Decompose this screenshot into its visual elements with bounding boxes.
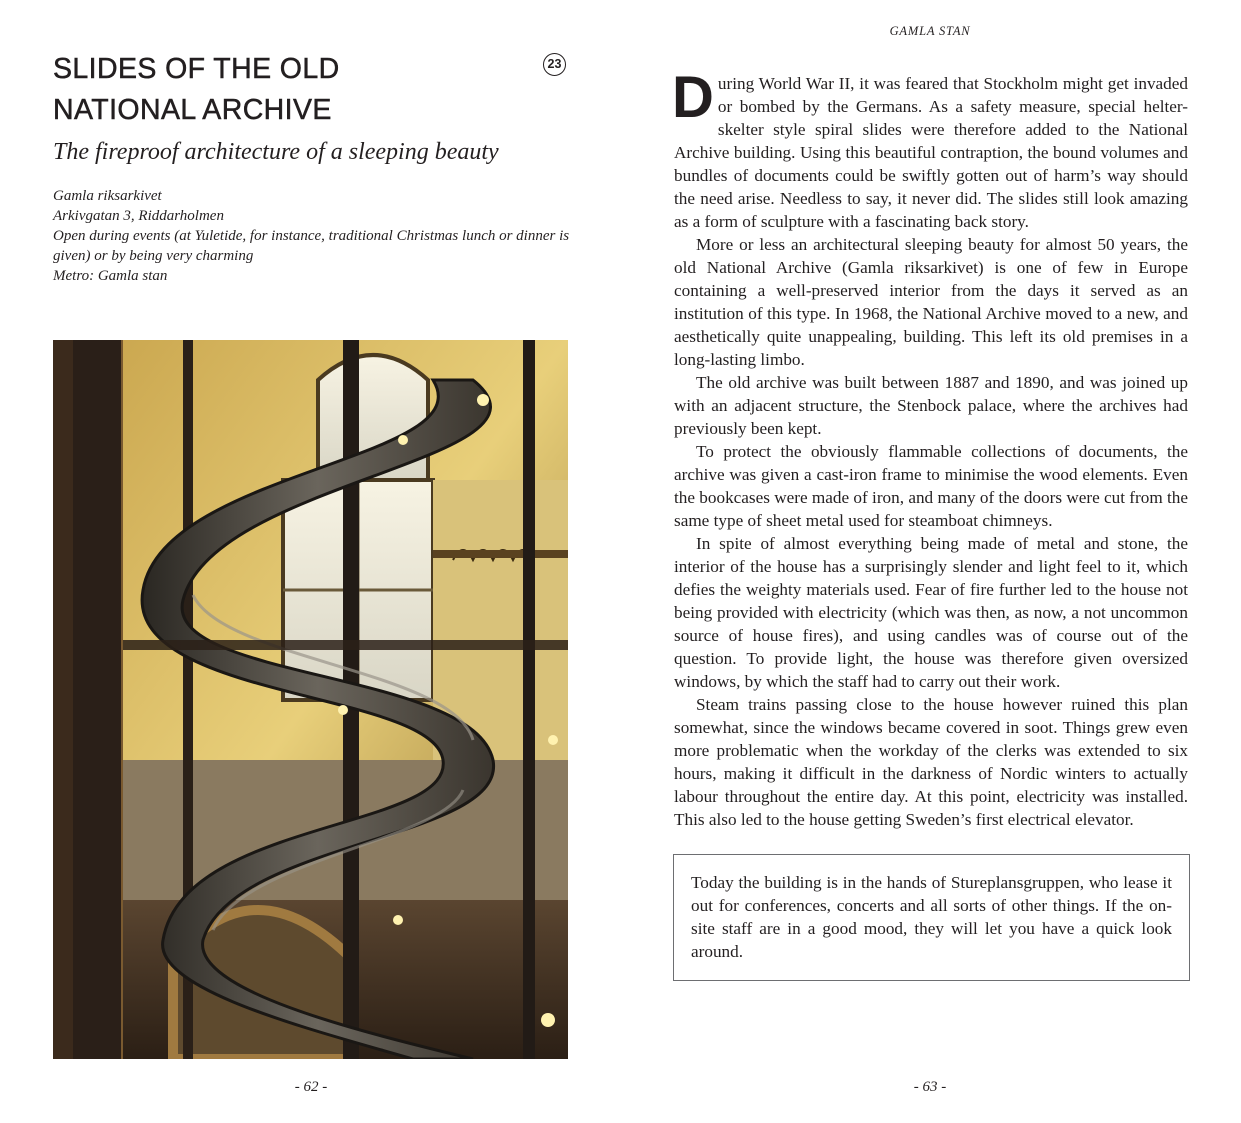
right-page [620, 0, 1241, 1123]
info-place-name: Gamla riksarkivet [53, 188, 162, 204]
paragraph-5: In spite of almost everything being made of metal and stone, the interior of the house has a surprisingly slender and light feel to it, which defies the weighty materials used. Fear of fire further led to the house not being provided with electricity (which was then, as now, a not uncommon source of house fires), and using candles was of course out of the question. To provide light, the house was therefore given oversized windows, by which the staff had to carry out their work. [674, 534, 1188, 691]
location-info [53, 186, 573, 286]
drop-cap: D [672, 65, 714, 130]
title-line-1: SLIDES OF THE OLD [53, 53, 340, 85]
right-page-number: - 63 - [913, 1079, 947, 1095]
entry-subtitle: The fireproof architecture of a sleeping beauty [53, 139, 499, 165]
left-page [0, 0, 620, 1123]
info-metro: Metro: Gamla stan [53, 268, 168, 284]
info-box: Today the building is in the hands of Stureplansgruppen, who lease it out for conferences, concerts and all sorts of other things. If the on-site staff are in a good mood, they will let you have a quick look around. [673, 854, 1190, 981]
spiral-slide-illustration [53, 340, 568, 1059]
spiral-slide-photo [53, 340, 568, 1059]
article-body [672, 65, 1189, 831]
paragraph-4: To protect the obviously flammable collections of documents, the archive was given a cast-iron frame to minimise the wood elements. Even the bookcases were made of iron, and many of the doors were cut from the same type of sheet metal used for steamboat chimneys. [674, 442, 1189, 530]
paragraph-1-text: uring World War II, it was feared that Stockholm might get invaded or bombed by the Germans. As a safety measure, special helter-skelter style spiral slides were therefore added to the National Archive building. Using this beautiful contraption, the bound volumes and bundles of documents could be swiftly gotten out of harm’s way should the need arise. Needless to say, it never did. The slides still look amazing as a form of sculpture with a fascinating back story. [674, 74, 1188, 231]
left-page-number: - 62 - [294, 1079, 328, 1095]
info-address: Arkivgatan 3, Riddarholmen [53, 208, 224, 224]
paragraph-2: More or less an architectural sleeping beauty for almost 50 years, the old National Archive (Gamla riksarkivet) is one of few in Europe containing a well-preserved interior from the days it served as an institution of this type. In 1968, the National Archive moved to a new, and aesthetically quite unappealing, building. This left its old premises in a long-lasting limbo. [674, 235, 1188, 369]
title-line-2: NATIONAL ARCHIVE [53, 94, 332, 126]
paragraph-3: The old archive was built between 1887 and 1890, and was joined up with an adjacent structure, the Stenbock palace, where the archives had previously been kept. [674, 373, 1188, 438]
info-opening-hours: Open during events (at Yuletide, for instance, traditional Christmas lunch or dinner is given) or by being very charming [53, 228, 570, 264]
entry-title [53, 49, 523, 131]
entry-number-badge: 23 [543, 53, 566, 76]
paragraph-1 [672, 65, 1188, 233]
paragraph-6: Steam trains passing close to the house however ruined this plan somewhat, since the windows became covered in soot. Things grew even more problematic when the workday of the clerks was extended to six hours, making it difficult in the darkness of Nordic winters to actually labour throughout the entire day. At this point, electricity was installed. This also led to the house getting Sweden’s first electrical elevator. [674, 695, 1188, 829]
running-head: GAMLA STAN [889, 24, 971, 38]
